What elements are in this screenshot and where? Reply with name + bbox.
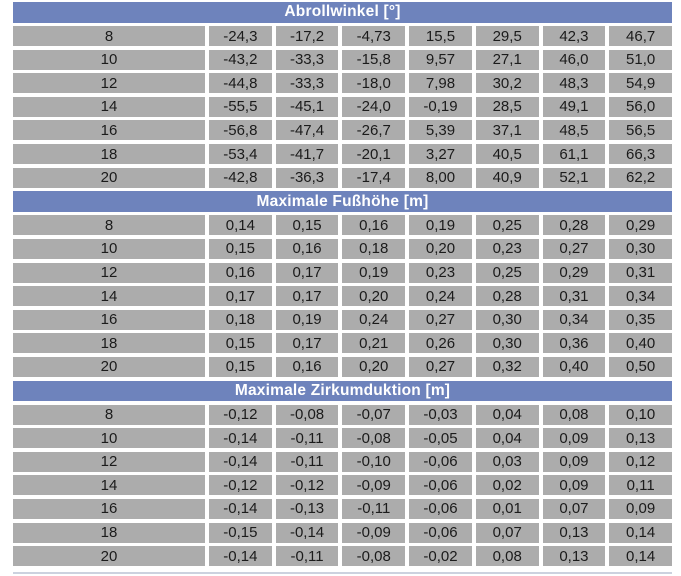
value-cell: 0,04 [476, 405, 539, 425]
value-cell: 0,16 [276, 239, 339, 259]
value-cell: 0,09 [543, 452, 606, 472]
row-label: 16 [13, 120, 205, 140]
value-cell: 0,20 [342, 357, 405, 377]
value-cell: 0,23 [409, 263, 472, 283]
value-cell: 0,19 [409, 215, 472, 235]
row-label: 12 [13, 452, 205, 472]
value-cell: 51,0 [609, 50, 672, 70]
row-label: 12 [13, 263, 205, 283]
value-cell: -33,3 [276, 50, 339, 70]
value-cell: 0,31 [543, 286, 606, 306]
value-cell: -0,05 [409, 428, 472, 448]
table-row [13, 523, 672, 543]
table-row [13, 144, 672, 164]
value-cell: 0,01 [476, 499, 539, 519]
value-cell: 28,5 [476, 97, 539, 117]
value-cell: 46,7 [609, 26, 672, 46]
value-cell: -0,11 [342, 499, 405, 519]
value-cell: 0,08 [476, 546, 539, 566]
value-cell: 0,19 [342, 263, 405, 283]
value-cell: 0,23 [476, 239, 539, 259]
row-label: 20 [13, 546, 205, 566]
value-cell: 0,28 [476, 286, 539, 306]
value-cell: -36,3 [276, 168, 339, 188]
value-cell: 37,1 [476, 120, 539, 140]
value-cell: 0,27 [543, 239, 606, 259]
value-cell: -0,12 [209, 475, 272, 495]
value-cell: 9,57 [409, 50, 472, 70]
table-row [13, 546, 672, 566]
value-cell: 15,5 [409, 26, 472, 46]
value-cell: -44,8 [209, 73, 272, 93]
value-cell: -24,0 [342, 97, 405, 117]
value-cell: -4,73 [342, 26, 405, 46]
value-cell: 0,15 [209, 239, 272, 259]
value-cell: 0,30 [609, 239, 672, 259]
value-cell: -0,12 [276, 475, 339, 495]
value-cell: -18,0 [342, 73, 405, 93]
value-cell: 0,29 [609, 215, 672, 235]
value-cell: 0,02 [476, 475, 539, 495]
value-cell: 0,40 [609, 333, 672, 353]
value-cell: -0,08 [276, 405, 339, 425]
value-cell: 0,21 [342, 333, 405, 353]
value-cell: 0,24 [342, 310, 405, 330]
value-cell: -0,07 [342, 405, 405, 425]
table-row [13, 26, 672, 46]
value-cell: 0,29 [543, 263, 606, 283]
table-title: Maximale Zirkumduktion [m] [13, 381, 672, 402]
table-row [13, 499, 672, 519]
table-row [13, 239, 672, 259]
value-cell: -0,14 [209, 428, 272, 448]
value-cell: 46,0 [543, 50, 606, 70]
cut-off-next-section-edge [13, 572, 672, 574]
table-row [13, 475, 672, 495]
value-cell: 0,15 [276, 215, 339, 235]
value-cell: 27,1 [476, 50, 539, 70]
value-cell: 66,3 [609, 144, 672, 164]
row-label: 18 [13, 333, 205, 353]
row-label: 16 [13, 499, 205, 519]
row-label: 8 [13, 405, 205, 425]
value-cell: -41,7 [276, 144, 339, 164]
value-cell: -0,15 [209, 523, 272, 543]
value-cell: 0,24 [409, 286, 472, 306]
value-cell: -0,11 [276, 452, 339, 472]
value-cell: 0,13 [543, 523, 606, 543]
row-label: 14 [13, 475, 205, 495]
value-cell: 0,18 [209, 310, 272, 330]
value-cell: 0,30 [476, 310, 539, 330]
value-cell: 0,40 [543, 357, 606, 377]
row-label: 10 [13, 50, 205, 70]
value-cell: 0,14 [609, 523, 672, 543]
value-cell: -17,2 [276, 26, 339, 46]
value-cell: 42,3 [543, 26, 606, 46]
value-cell: -53,4 [209, 144, 272, 164]
value-cell: 5,39 [409, 120, 472, 140]
value-cell: -0,14 [209, 499, 272, 519]
value-cell: 0,09 [543, 475, 606, 495]
table-row [13, 263, 672, 283]
table-row [13, 333, 672, 353]
value-cell: 0,08 [543, 405, 606, 425]
value-cell: -15,8 [342, 50, 405, 70]
table-row [13, 405, 672, 425]
value-cell: 56,0 [609, 97, 672, 117]
value-cell: -0,14 [276, 523, 339, 543]
table-row [13, 428, 672, 448]
table-row [13, 120, 672, 140]
value-cell: 30,2 [476, 73, 539, 93]
value-cell: 0,09 [543, 428, 606, 448]
value-cell: -24,3 [209, 26, 272, 46]
value-cell: 0,18 [342, 239, 405, 259]
value-cell: 0,12 [609, 452, 672, 472]
value-cell: 0,25 [476, 263, 539, 283]
value-cell: 0,19 [276, 310, 339, 330]
value-cell: 0,13 [609, 428, 672, 448]
value-cell: 40,5 [476, 144, 539, 164]
value-cell: 0,50 [609, 357, 672, 377]
value-cell: 3,27 [409, 144, 472, 164]
value-cell: 0,27 [409, 357, 472, 377]
value-cell: -0,13 [276, 499, 339, 519]
value-cell: 0,28 [543, 215, 606, 235]
value-cell: 0,32 [476, 357, 539, 377]
value-cell: 0,17 [276, 286, 339, 306]
value-cell: -0,19 [409, 97, 472, 117]
value-cell: -33,3 [276, 73, 339, 93]
tables-stack [13, 2, 672, 566]
value-cell: 0,16 [342, 215, 405, 235]
value-cell: 0,11 [609, 475, 672, 495]
value-cell: -0,09 [342, 523, 405, 543]
row-label: 10 [13, 239, 205, 259]
value-cell: 0,30 [476, 333, 539, 353]
value-cell: -0,06 [409, 523, 472, 543]
value-cell: 0,34 [609, 286, 672, 306]
value-cell: 0,03 [476, 452, 539, 472]
value-cell: -0,06 [409, 499, 472, 519]
value-cell: -0,14 [209, 452, 272, 472]
table-row [13, 50, 672, 70]
value-cell: 48,5 [543, 120, 606, 140]
value-cell: 52,1 [543, 168, 606, 188]
value-cell: 0,17 [276, 263, 339, 283]
value-cell: -0,09 [342, 475, 405, 495]
table-row [13, 97, 672, 117]
value-cell: -56,8 [209, 120, 272, 140]
value-cell: -0,11 [276, 428, 339, 448]
table-row [13, 452, 672, 472]
value-cell: -0,10 [342, 452, 405, 472]
row-label: 16 [13, 310, 205, 330]
value-cell: 0,35 [609, 310, 672, 330]
value-cell: 0,17 [276, 333, 339, 353]
value-cell: -0,11 [276, 546, 339, 566]
value-cell: 0,16 [276, 357, 339, 377]
value-cell: -0,12 [209, 405, 272, 425]
value-cell: 0,26 [409, 333, 472, 353]
value-cell: 0,20 [409, 239, 472, 259]
row-label: 8 [13, 26, 205, 46]
value-cell: -0,08 [342, 428, 405, 448]
table-row [13, 357, 672, 377]
value-cell: -0,08 [342, 546, 405, 566]
row-label: 10 [13, 428, 205, 448]
value-cell: -0,06 [409, 452, 472, 472]
value-cell: 0,16 [209, 263, 272, 283]
row-label: 18 [13, 144, 205, 164]
value-cell: -0,03 [409, 405, 472, 425]
value-cell: 0,34 [543, 310, 606, 330]
value-cell: 48,3 [543, 73, 606, 93]
value-cell: -42,8 [209, 168, 272, 188]
value-cell: 56,5 [609, 120, 672, 140]
value-cell: -17,4 [342, 168, 405, 188]
value-cell: 0,36 [543, 333, 606, 353]
row-label: 14 [13, 97, 205, 117]
row-label: 20 [13, 168, 205, 188]
value-cell: 54,9 [609, 73, 672, 93]
value-cell: 40,9 [476, 168, 539, 188]
value-cell: 0,20 [342, 286, 405, 306]
value-cell: -45,1 [276, 97, 339, 117]
value-cell: 0,09 [609, 499, 672, 519]
row-label: 20 [13, 357, 205, 377]
value-cell: 0,25 [476, 215, 539, 235]
value-cell: -20,1 [342, 144, 405, 164]
value-cell: 62,2 [609, 168, 672, 188]
value-cell: 0,27 [409, 310, 472, 330]
table-title: Abrollwinkel [°] [13, 2, 672, 23]
value-cell: 0,15 [209, 333, 272, 353]
row-label: 12 [13, 73, 205, 93]
table-row [13, 286, 672, 306]
value-cell: 0,17 [209, 286, 272, 306]
row-label: 14 [13, 286, 205, 306]
table-row [13, 310, 672, 330]
value-cell: -47,4 [276, 120, 339, 140]
value-cell: 0,07 [543, 499, 606, 519]
value-cell: -55,5 [209, 97, 272, 117]
value-cell: 49,1 [543, 97, 606, 117]
value-cell: 0,07 [476, 523, 539, 543]
value-cell: 0,31 [609, 263, 672, 283]
value-cell: 0,14 [609, 546, 672, 566]
value-cell: 8,00 [409, 168, 472, 188]
table-title: Maximale Fußhöhe [m] [13, 191, 672, 212]
value-cell: 0,10 [609, 405, 672, 425]
value-cell: -0,14 [209, 546, 272, 566]
value-cell: -43,2 [209, 50, 272, 70]
value-cell: 0,04 [476, 428, 539, 448]
table-row [13, 73, 672, 93]
value-cell: 61,1 [543, 144, 606, 164]
row-label: 18 [13, 523, 205, 543]
value-cell: 0,15 [209, 357, 272, 377]
row-label: 8 [13, 215, 205, 235]
table-row [13, 215, 672, 235]
value-cell: -0,02 [409, 546, 472, 566]
value-cell: 7,98 [409, 73, 472, 93]
table-row [13, 168, 672, 188]
value-cell: 0,13 [543, 546, 606, 566]
value-cell: -26,7 [342, 120, 405, 140]
value-cell: 29,5 [476, 26, 539, 46]
value-cell: -0,06 [409, 475, 472, 495]
value-cell: 0,14 [209, 215, 272, 235]
